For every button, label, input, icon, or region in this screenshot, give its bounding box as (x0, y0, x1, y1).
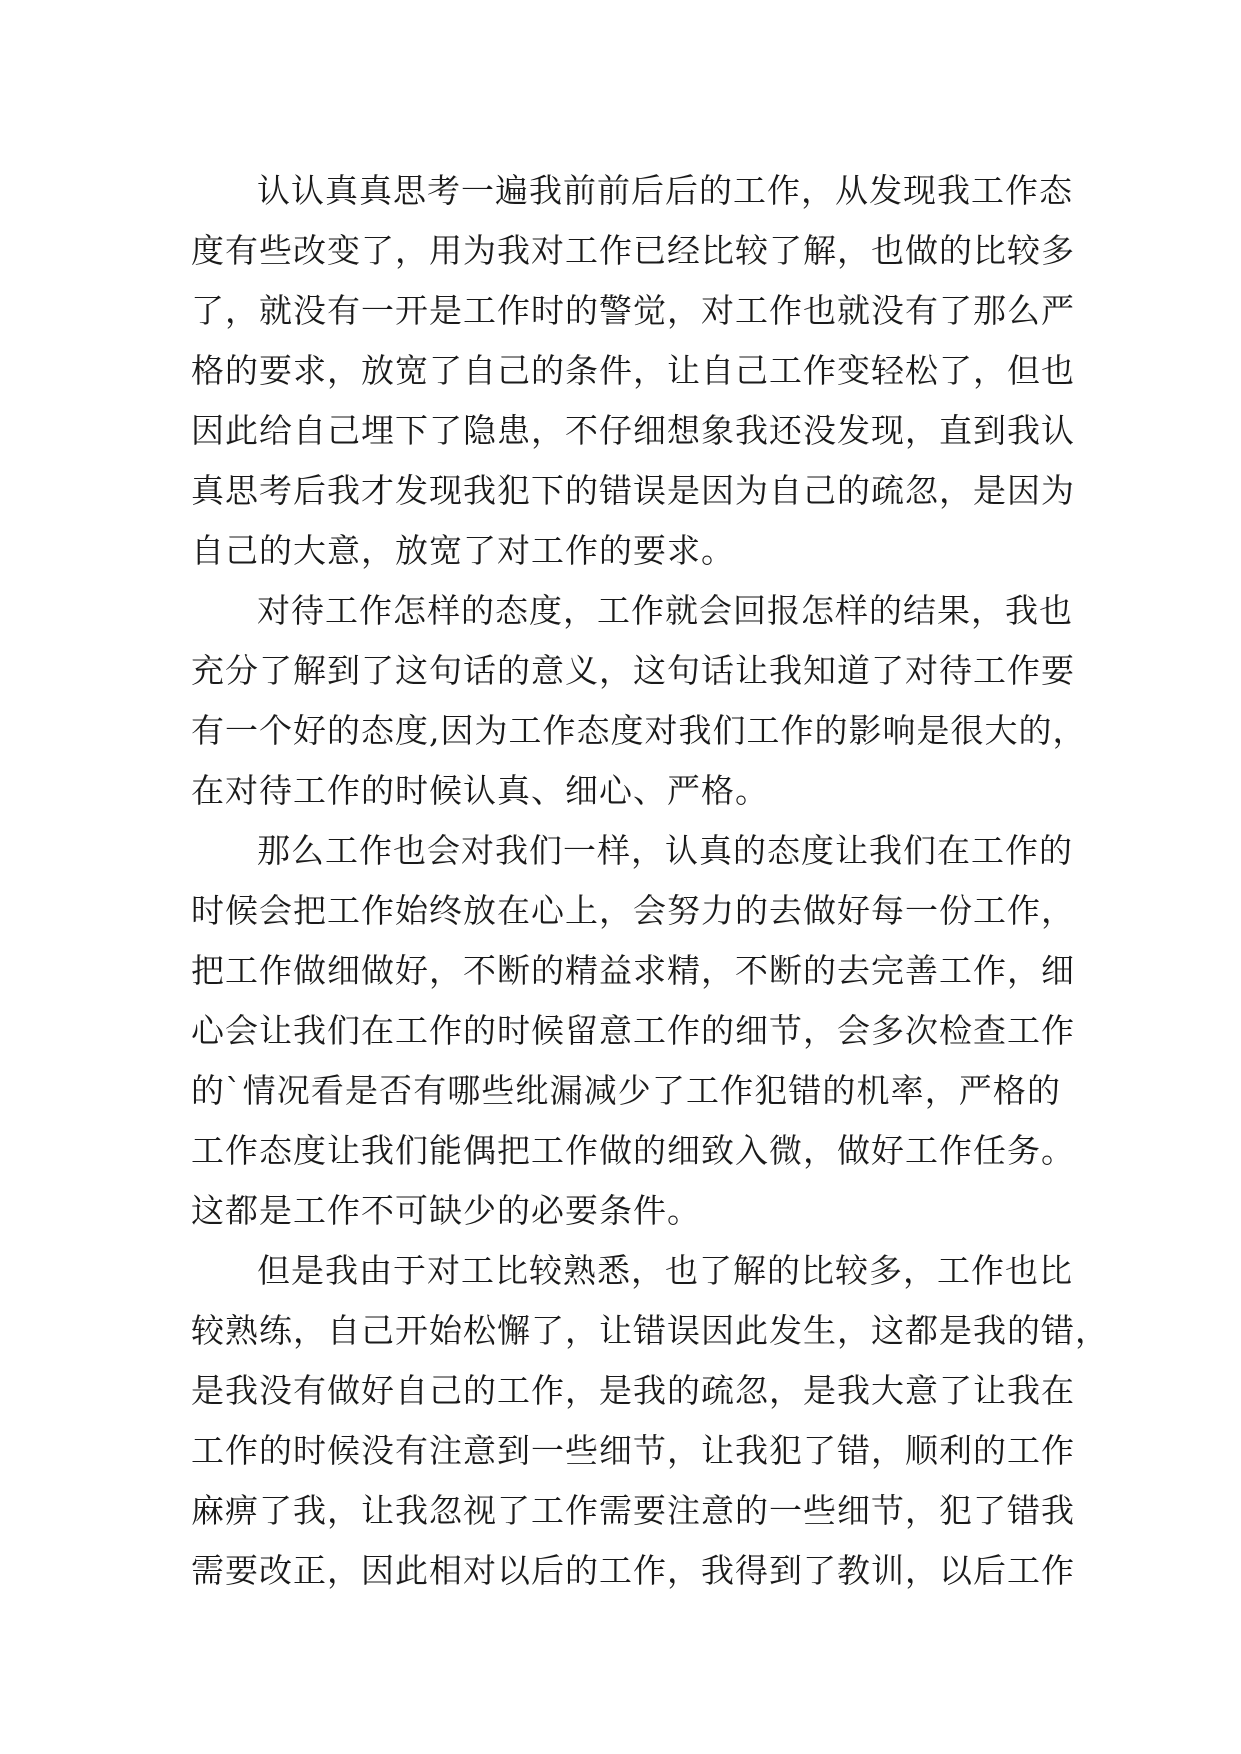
text-line: 时候会把工作始终放在心上，会努力的去做好每一份工作， (191, 891, 1075, 930)
text-line: 是我没有做好自己的工作，是我的疏忽，是我大意了让我在 (191, 1371, 1075, 1410)
text-line: 的`情况看是否有哪些纰漏减少了工作犯错的机率，严格的 (191, 1071, 1061, 1110)
text-line: 这都是工作不可缺少的必要条件。 (191, 1191, 701, 1230)
text-line: 但是我由于对工比较熟悉，也了解的比较多，工作也比 (257, 1251, 1073, 1290)
text-line: 在对待工作的时候认真、细心、严格。 (191, 771, 769, 810)
document-body (191, 161, 1109, 1601)
text-line: 较熟练，自己开始松懈了，让错误因此发生，这都是我的错， (191, 1311, 1109, 1350)
text-line: 那么工作也会对我们一样，认真的态度让我们在工作的 (257, 831, 1073, 870)
text-line: 认认真真思考一遍我前前后后的工作，从发现我工作态 (257, 171, 1073, 210)
text-line: 把工作做细做好，不断的精益求精，不断的去完善工作，细 (191, 951, 1075, 990)
text-line: 度有些改变了，用为我对工作已经比较了解，也做的比较多 (191, 231, 1075, 270)
text-line: 工作的时候没有注意到一些细节，让我犯了错，顺利的工作 (191, 1431, 1075, 1470)
text-line: 充分了解到了这句话的意义，这句话让我知道了对待工作要 (191, 651, 1075, 690)
text-line: 自己的大意，放宽了对工作的要求。 (191, 531, 735, 570)
text-line: 麻痹了我，让我忽视了工作需要注意的一些细节，犯了错我 (191, 1491, 1075, 1530)
text-line: 需要改正，因此相对以后的工作，我得到了教训，以后工作 (191, 1551, 1075, 1590)
paragraph-1 (191, 161, 1075, 581)
text-line: 对待工作怎样的态度，工作就会回报怎样的结果，我也 (257, 591, 1073, 630)
text-line: 真思考后我才发现我犯下的错误是因为自己的疏忽，是因为 (191, 471, 1075, 510)
paragraph-3 (191, 821, 1075, 1241)
paragraph-4 (191, 1241, 1109, 1601)
paragraph-2 (191, 581, 1087, 821)
text-line: 有一个好的态度,因为工作态度对我们工作的影响是很大的， (191, 711, 1087, 750)
text-line: 了，就没有一开是工作时的警觉，对工作也就没有了那么严 (191, 291, 1075, 330)
text-line: 因此给自己埋下了隐患，不仔细想象我还没发现，直到我认 (191, 411, 1075, 450)
text-line: 格的要求，放宽了自己的条件，让自己工作变轻松了，但也 (191, 351, 1075, 390)
text-line: 心会让我们在工作的时候留意工作的细节，会多次检查工作 (191, 1011, 1075, 1050)
text-line: 工作态度让我们能偶把工作做的细致入微，做好工作任务。 (191, 1131, 1075, 1170)
